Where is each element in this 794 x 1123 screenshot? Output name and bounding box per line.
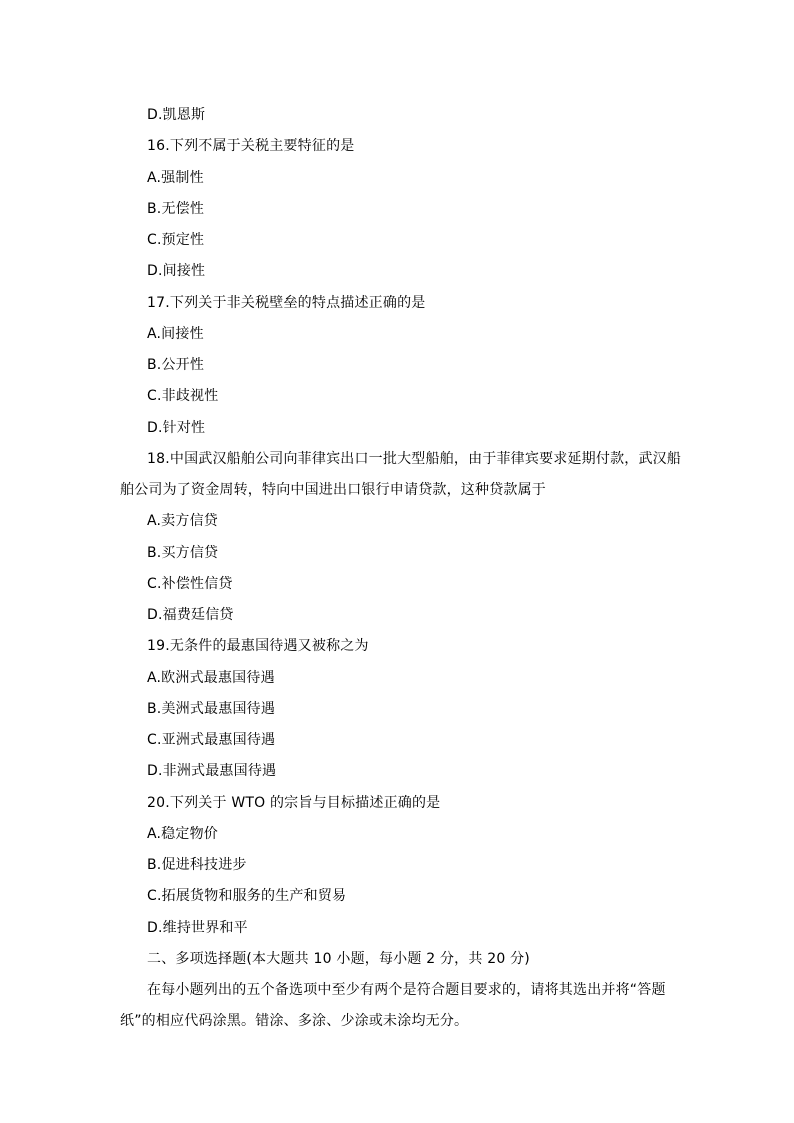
- section-2-title: 二、多项选择题(本大题共 10 小题，每小题 2 分，共 20 分): [147, 950, 530, 967]
- q17-option-a: A.间接性: [147, 325, 204, 342]
- q16-option-d: D.间接性: [147, 263, 206, 280]
- question-19: 19.无条件的最惠国待遇又被称之为: [147, 638, 369, 655]
- q15-option-d: D.凯恩斯: [147, 107, 206, 123]
- q16-option-a: A.强制性: [147, 169, 204, 186]
- q18-option-b: B.买方信贷: [147, 544, 219, 561]
- q19-option-a: A.欧洲式最惠国待遇: [147, 669, 275, 686]
- page-content: [120, 100, 690, 1038]
- q18-option-d: D.福费廷信贷: [147, 607, 234, 623]
- section-2-instructions-line-2: 纸”的相应代码涂黑。错涂、多涂、少涂或未涂均无分。: [120, 1013, 469, 1030]
- question-17: 17.下列关于非关税壁垒的特点描述正确的是: [147, 294, 426, 311]
- q20-option-c: C.拓展货物和服务的生产和贸易: [147, 888, 347, 905]
- section-2-instructions-line-1: 在每小题列出的五个备选项中至少有两个是符合题目要求的，请将其选出并将“答题: [147, 982, 666, 998]
- q19-option-b: B.美洲式最惠国待遇: [147, 700, 276, 717]
- q18-option-c: C.补偿性信贷: [147, 575, 233, 592]
- q20-option-b: B.促进科技进步: [147, 857, 247, 873]
- q17-option-b: B.公开性: [147, 357, 205, 373]
- question-18-line-2: 舶公司为了资金周转，特向中国进出口银行申请贷款，这种贷款属于: [120, 482, 546, 498]
- q16-option-b: B.无偿性: [147, 200, 205, 217]
- question-18-line-1: 18.中国武汉船舶公司向菲律宾出口一批大型船舶，由于菲律宾要求延期付款，武汉船: [147, 450, 682, 467]
- q18-option-a: A.卖方信贷: [147, 513, 218, 530]
- question-16: 16.下列不属于关税主要特征的是: [147, 138, 355, 155]
- q17-option-d: D.针对性: [147, 419, 206, 436]
- q19-option-d: D.非洲式最惠国待遇: [147, 763, 277, 780]
- q20-option-d: D.维持世界和平: [147, 919, 248, 936]
- q16-option-c: C.预定性: [147, 232, 205, 248]
- q19-option-c: C.亚洲式最惠国待遇: [147, 732, 276, 748]
- q20-option-a: A.稳定物价: [147, 825, 218, 842]
- q17-option-c: C.非歧视性: [147, 388, 219, 405]
- question-20: 20.下列关于 WTO 的宗旨与目标描述正确的是: [147, 794, 441, 811]
